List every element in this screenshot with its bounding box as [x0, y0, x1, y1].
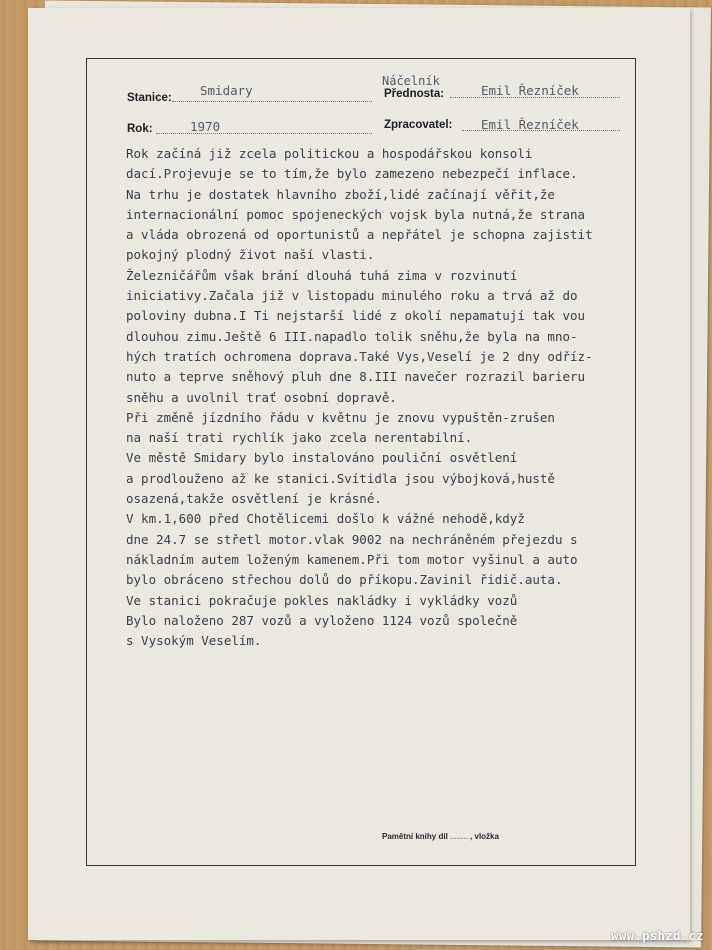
text-line: Železničářům však brání dlouhá tuhá zima v rozvinutí — [126, 267, 518, 283]
text-line: pokojný plodný život naší vlasti. — [126, 247, 375, 263]
chronicle-text — [126, 144, 666, 651]
year-underline — [156, 133, 372, 134]
text-line: dlouhou zimu.Ještě 6 III.napadlo tolik sněhu,že byla na mno- — [126, 328, 578, 344]
text-line: dací.Projevuje se to tím,že bylo zamezeno nebezpečí inflace. — [126, 166, 578, 182]
station-value: Smidary — [200, 83, 253, 98]
chief-underline — [450, 97, 620, 98]
text-line: poloviny dubna.I Ti nejstarší lidé z okolí nepamatují tak vou — [126, 308, 586, 324]
text-line: Při změně jízdního řádu v květnu je znovu vypuštěn-zrušen — [126, 409, 555, 425]
text-line: Ve městě Smidary bylo instalováno pouliční osvětlení — [126, 450, 518, 466]
author-underline — [462, 130, 620, 131]
year-value: 1970 — [190, 119, 221, 134]
station-label: Stanice: — [127, 92, 172, 104]
station-underline — [172, 101, 372, 102]
text-line: s Vysokým Veselím. — [126, 633, 262, 649]
text-line: Bylo naloženo 287 vozů a vyloženo 1124 vozů společně — [126, 612, 518, 628]
text-line: bylo obráceno střechou dolů do příkopu.Zavinil řidič.auta. — [126, 572, 563, 588]
text-line: nákladním autem loženým kamenem.Při tom motor vyšinul a auto — [126, 551, 578, 567]
text-line: Rok začíná již zcela politickou a hospodářskou konsoli — [126, 146, 533, 161]
chief-value: Emil Řezníček — [481, 83, 579, 98]
site-watermark: www.pshzd.cz — [611, 929, 704, 943]
footer-volume-label — [382, 832, 499, 841]
chief-title-typed: Náčelník — [382, 74, 440, 88]
text-line: nuto a teprve sněhový pluh dne 8.III navečer rozrazil barieru — [126, 369, 586, 385]
footer-suffix: , vložka — [470, 832, 499, 841]
chief-label: Přednosta: — [384, 88, 445, 100]
footer-label: Pamětní knihy díl — [382, 832, 448, 841]
text-line: Na trhu je dostatek hlavního zboží,lidé začínají věřit,že — [126, 186, 555, 202]
text-line: Ve stanici pokračuje pokles nakládky i vykládky vozů — [126, 592, 518, 608]
text-line: a vláda obrozená od oportunistů a nepřátel je schopna zajistit — [126, 227, 593, 243]
text-line: osazená,takže osvětlení je krásné. — [126, 491, 382, 507]
year-label: Rok: — [127, 123, 153, 135]
text-line: internacionální pomoc spojeneckých vojsk byla nutná,že strana — [126, 206, 586, 222]
text-line: V km.1,600 před Chotělicemi došlo k vážné nehodě,když — [126, 511, 525, 527]
text-line: iniciativy.Začala již v listopadu minulého roku a trvá až do — [126, 288, 578, 304]
footer-blank: ........ — [450, 832, 468, 841]
text-line: hých tratích ochromena doprava.Také Vys,Veselí je 2 dny odříz- — [126, 348, 593, 364]
author-label: Zpracovatel: — [384, 119, 453, 131]
text-line: na naší trati rychlík jako zcela nerentabilní. — [126, 430, 473, 446]
author-value: Emil Řezníček — [481, 117, 579, 132]
text-line: a prodlouženo až ke stanici.Svítidla jsou výbojková,hustě — [126, 470, 555, 486]
text-line: sněhu a uvolnil trať osobní dopravě. — [126, 389, 397, 405]
text-line: dne 24.7 se střetl motor.vlak 9002 na nechráněném přejezdu s — [126, 531, 578, 547]
